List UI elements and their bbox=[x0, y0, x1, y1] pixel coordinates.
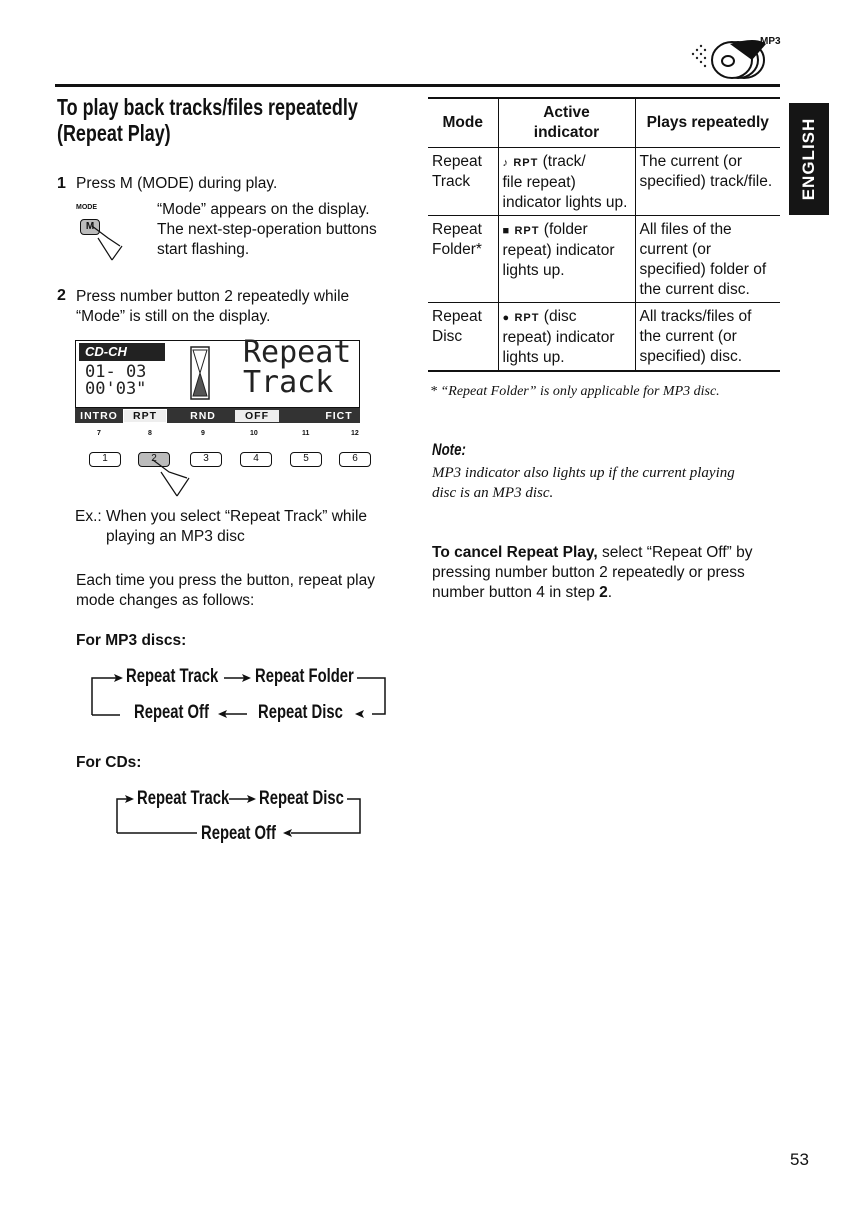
table-row bbox=[428, 302, 780, 371]
number-button-5[interactable] bbox=[290, 452, 322, 467]
header-line: Active bbox=[543, 103, 590, 121]
example-line: Ex.: When you select “Repeat Track” while bbox=[75, 508, 368, 525]
note-line: MP3 indicator also lights up if the current playing bbox=[432, 465, 735, 481]
rpt-indicator: RPT bbox=[513, 156, 539, 169]
cell-indicator bbox=[498, 302, 635, 371]
flow-repeat-track: Repeat Track bbox=[126, 666, 219, 687]
button-label: 2 bbox=[151, 453, 157, 464]
cycle-intro-line: mode changes as follows: bbox=[76, 592, 255, 609]
flow-repeat-off: Repeat Off bbox=[201, 823, 276, 844]
step-text bbox=[76, 287, 349, 327]
lcd-function-bar bbox=[75, 408, 360, 423]
page-number: 53 bbox=[790, 1150, 809, 1169]
cancel-line: pressing number button 2 repeatedly or press bbox=[432, 564, 745, 581]
repeat-mode-table bbox=[428, 97, 780, 372]
cell-plays bbox=[635, 215, 780, 302]
title-line-1: To play back tracks/files repeatedly bbox=[57, 94, 358, 120]
title-line-2: (Repeat Play) bbox=[57, 120, 171, 146]
cell-line: specified) disc. bbox=[639, 347, 743, 365]
flow-repeat-off: Repeat Off bbox=[134, 702, 209, 723]
mp3-logo-text: MP3 bbox=[760, 36, 781, 47]
example-caption bbox=[75, 507, 367, 547]
cell-line: current (or bbox=[639, 240, 711, 258]
flow-repeat-track: Repeat Track bbox=[137, 788, 230, 809]
header-active-indicator bbox=[498, 98, 635, 147]
language-tab bbox=[789, 103, 829, 215]
button-caption: 12 bbox=[351, 430, 359, 437]
step-ref: 2 bbox=[599, 584, 608, 601]
step-text: Press M (MODE) during play. bbox=[76, 175, 278, 192]
cell-line: (disc bbox=[543, 307, 577, 325]
lcd-track: 01- 03 bbox=[85, 362, 147, 382]
note-heading: Note: bbox=[432, 440, 466, 459]
step-number: 1 bbox=[57, 175, 66, 192]
lcd-time: 00'03" bbox=[85, 379, 147, 399]
note-line: “Mode” appears on the display. bbox=[157, 201, 370, 218]
cell-line: Track bbox=[432, 172, 471, 190]
mp3-flow-heading: For MP3 discs: bbox=[76, 632, 187, 649]
section-title bbox=[57, 94, 358, 146]
rpt-indicator: RPT bbox=[514, 311, 540, 324]
cancel-heading: To cancel Repeat Play, bbox=[432, 544, 598, 561]
cycle-intro-line: Each time you press the button, repeat play bbox=[76, 572, 375, 589]
number-button-4[interactable] bbox=[240, 452, 272, 467]
cell-line: specified) track/file. bbox=[639, 172, 773, 190]
disc-icon: ● bbox=[502, 311, 511, 324]
note-line: disc is an MP3 disc. bbox=[432, 485, 554, 501]
lcd-display bbox=[75, 335, 360, 424]
header-line: indicator bbox=[533, 123, 600, 141]
header-rule bbox=[55, 84, 780, 87]
button-caption: 10 bbox=[250, 430, 258, 437]
cell-line: repeat) indicator bbox=[502, 241, 615, 259]
cancel-instructions bbox=[432, 543, 752, 603]
cell-mode bbox=[428, 302, 498, 371]
step-1-note bbox=[157, 200, 377, 260]
lcd-track-time bbox=[85, 364, 146, 398]
button-caption: 11 bbox=[302, 430, 310, 437]
button-caption: 7 bbox=[97, 430, 101, 437]
cell-line: the current (or bbox=[639, 327, 737, 345]
cell-plays bbox=[635, 302, 780, 371]
hand-pointer-icon bbox=[147, 458, 197, 500]
cell-line: All files of the bbox=[639, 220, 732, 238]
cell-line: the current disc. bbox=[639, 280, 750, 298]
cell-line: Repeat bbox=[432, 220, 482, 238]
number-button-row bbox=[85, 430, 385, 500]
flow-repeat-disc: Repeat Disc bbox=[258, 702, 343, 723]
button-label: 3 bbox=[203, 453, 209, 464]
cell-mode bbox=[428, 147, 498, 215]
bar-label-rpt: RPT bbox=[123, 409, 167, 423]
cancel-line: . bbox=[607, 584, 613, 601]
cell-line: lights up. bbox=[502, 348, 565, 366]
rpt-indicator: RPT bbox=[514, 224, 540, 237]
cell-line: repeat) indicator bbox=[502, 328, 615, 346]
mode-button-glyph: M bbox=[85, 221, 95, 232]
mp3-flow-diagram bbox=[90, 660, 390, 730]
bar-label-off: OFF bbox=[235, 410, 279, 422]
note-body bbox=[432, 463, 735, 503]
example-line: playing an MP3 disc bbox=[106, 528, 245, 545]
number-button-1[interactable] bbox=[89, 452, 121, 467]
step-text-line: Press number button 2 repeatedly while bbox=[76, 288, 350, 305]
cancel-line: select “Repeat Off” by bbox=[597, 544, 753, 561]
flow-repeat-folder: Repeat Folder bbox=[255, 666, 354, 687]
cell-indicator bbox=[498, 215, 635, 302]
hand-pointer-icon bbox=[88, 224, 128, 264]
hourglass-icon bbox=[190, 346, 210, 400]
source-badge: CD-CH bbox=[79, 343, 165, 361]
button-label: 1 bbox=[102, 453, 108, 464]
button-caption: 8 bbox=[148, 430, 152, 437]
cell-line: (track/ bbox=[542, 152, 586, 170]
number-button-6[interactable] bbox=[339, 452, 371, 467]
button-caption: 9 bbox=[201, 430, 205, 437]
lcd-big-text bbox=[243, 335, 352, 400]
header-mode: Mode bbox=[428, 98, 498, 147]
cell-line: file repeat) bbox=[502, 173, 576, 191]
cell-line: All tracks/files of bbox=[639, 307, 752, 325]
cell-line: Repeat bbox=[432, 307, 482, 325]
cell-indicator bbox=[498, 147, 635, 215]
folder-icon: ■ bbox=[502, 224, 511, 237]
cell-mode bbox=[428, 215, 498, 302]
step-number: 2 bbox=[57, 287, 66, 304]
cell-line: lights up. bbox=[502, 261, 565, 279]
cd-flow-heading: For CDs: bbox=[76, 754, 142, 771]
cd-flow-diagram bbox=[115, 785, 365, 845]
cell-line: specified) folder of bbox=[639, 260, 767, 278]
note-line: start flashing. bbox=[157, 241, 250, 258]
button-label: 5 bbox=[303, 453, 309, 464]
language-label: ENGLISH bbox=[799, 117, 818, 201]
bar-label-fict: FICT bbox=[325, 409, 353, 422]
bar-label-intro: INTRO bbox=[80, 409, 118, 422]
lcd-big-line-2: Track bbox=[243, 365, 334, 400]
table-row bbox=[428, 215, 780, 302]
note-icon: ♪ bbox=[502, 156, 509, 169]
cell-plays bbox=[635, 147, 780, 215]
table-header-row bbox=[428, 98, 780, 147]
cancel-line: number button 4 in step bbox=[432, 584, 600, 601]
button-label: 4 bbox=[253, 453, 259, 464]
table-footnote: * “Repeat Folder” is only applicable for MP3 disc. bbox=[430, 384, 720, 399]
cell-line: Folder* bbox=[432, 240, 482, 258]
mode-button-caption: MODE bbox=[76, 204, 97, 211]
flow-repeat-disc: Repeat Disc bbox=[259, 788, 344, 809]
table-row bbox=[428, 147, 780, 215]
bar-label-rnd: RND bbox=[190, 409, 216, 422]
cell-line: indicator lights up. bbox=[502, 193, 628, 211]
header-plays-repeatedly: Plays repeatedly bbox=[635, 98, 780, 147]
note-line: The next-step-operation buttons bbox=[157, 221, 377, 238]
lcd-big-line-1: Repeat bbox=[243, 335, 352, 370]
step-text-line: “Mode” is still on the display. bbox=[76, 308, 271, 325]
button-label: 6 bbox=[352, 453, 358, 464]
cell-line: The current (or bbox=[639, 152, 743, 170]
cycle-intro bbox=[76, 571, 375, 611]
cell-line: Disc bbox=[432, 327, 463, 345]
cell-line: (folder bbox=[543, 220, 588, 238]
mp3-disc-logo bbox=[690, 30, 785, 85]
cell-line: Repeat bbox=[432, 152, 482, 170]
